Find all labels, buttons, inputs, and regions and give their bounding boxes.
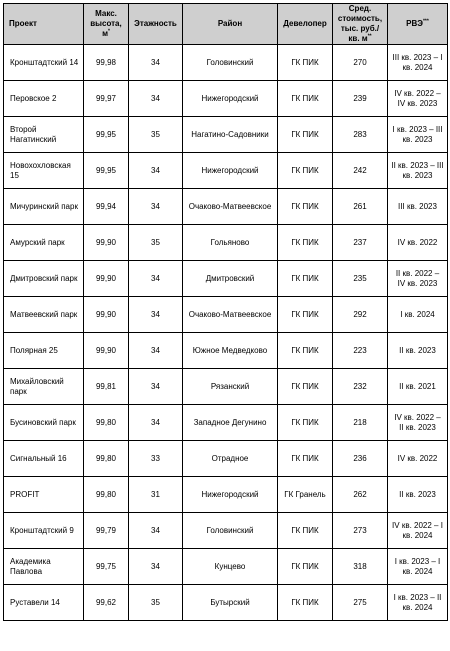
cell-project: Полярная 25	[4, 333, 84, 369]
cell-max-height: 99,95	[84, 117, 129, 153]
cell-floors: 35	[129, 585, 183, 621]
cell-district: Нижегородский	[183, 153, 278, 189]
table-row	[4, 405, 448, 441]
table-row	[4, 225, 448, 261]
cell-rve: II кв. 2022 – IV кв. 2023	[388, 261, 448, 297]
cell-floors: 34	[129, 549, 183, 585]
cell-avg-price: 261	[333, 189, 388, 225]
cell-avg-price: 236	[333, 441, 388, 477]
cell-max-height: 99,95	[84, 153, 129, 189]
cell-district: Нагатино-Садовники	[183, 117, 278, 153]
table-body	[4, 45, 448, 621]
cell-rve: III кв. 2023 – I кв. 2024	[388, 45, 448, 81]
table-row	[4, 585, 448, 621]
cell-max-height: 99,81	[84, 369, 129, 405]
cell-floors: 34	[129, 297, 183, 333]
cell-max-height: 99,90	[84, 261, 129, 297]
cell-district: Отрадное	[183, 441, 278, 477]
cell-max-height: 99,80	[84, 441, 129, 477]
cell-avg-price: 283	[333, 117, 388, 153]
cell-floors: 34	[129, 333, 183, 369]
table-row	[4, 369, 448, 405]
cell-avg-price: 235	[333, 261, 388, 297]
cell-avg-price: 223	[333, 333, 388, 369]
header-district: Район	[183, 4, 278, 45]
cell-max-height: 99,90	[84, 333, 129, 369]
table-row	[4, 45, 448, 81]
cell-rve: I кв. 2024	[388, 297, 448, 333]
cell-avg-price: 273	[333, 513, 388, 549]
cell-floors: 34	[129, 81, 183, 117]
cell-developer: ГК ПИК	[278, 585, 333, 621]
header-max-height: Макс. высота, м*	[84, 4, 129, 45]
cell-rve: I кв. 2023 – III кв. 2023	[388, 117, 448, 153]
cell-rve: III кв. 2023	[388, 189, 448, 225]
cell-project: Кронштадтский 9	[4, 513, 84, 549]
cell-max-height: 99,94	[84, 189, 129, 225]
cell-rve: II кв. 2023	[388, 333, 448, 369]
header-rve: РВЭ***	[388, 4, 448, 45]
cell-avg-price: 318	[333, 549, 388, 585]
cell-avg-price: 242	[333, 153, 388, 189]
cell-rve: IV кв. 2022	[388, 441, 448, 477]
cell-district: Головинский	[183, 45, 278, 81]
cell-developer: ГК ПИК	[278, 297, 333, 333]
header-avg-price: Сред. стоимость, тыс. руб./ кв. м**	[333, 4, 388, 45]
cell-project: Кронштадтский 14	[4, 45, 84, 81]
cell-developer: ГК ПИК	[278, 405, 333, 441]
cell-rve: I кв. 2023 – I кв. 2024	[388, 549, 448, 585]
table-row	[4, 477, 448, 513]
table-row	[4, 549, 448, 585]
cell-rve: II кв. 2023 – III кв. 2023	[388, 153, 448, 189]
cell-max-height: 99,90	[84, 297, 129, 333]
cell-district: Нижегородский	[183, 477, 278, 513]
cell-district: Южное Медведково	[183, 333, 278, 369]
cell-max-height: 99,75	[84, 549, 129, 585]
table-row	[4, 261, 448, 297]
table-row	[4, 297, 448, 333]
cell-district: Рязанский	[183, 369, 278, 405]
cell-floors: 34	[129, 45, 183, 81]
cell-developer: ГК ПИК	[278, 117, 333, 153]
header-developer: Девелопер	[278, 4, 333, 45]
cell-floors: 34	[129, 369, 183, 405]
cell-project: Михайловский парк	[4, 369, 84, 405]
cell-avg-price: 239	[333, 81, 388, 117]
cell-avg-price: 237	[333, 225, 388, 261]
cell-district: Нижегородский	[183, 81, 278, 117]
cell-max-height: 99,79	[84, 513, 129, 549]
cell-project: Новохохловская 15	[4, 153, 84, 189]
cell-developer: ГК ПИК	[278, 441, 333, 477]
cell-project: Амурский парк	[4, 225, 84, 261]
table-row	[4, 513, 448, 549]
table-row	[4, 333, 448, 369]
cell-project: Бусиновский парк	[4, 405, 84, 441]
cell-district: Головинский	[183, 513, 278, 549]
cell-floors: 35	[129, 117, 183, 153]
cell-developer: ГК ПИК	[278, 225, 333, 261]
cell-district: Гольяново	[183, 225, 278, 261]
cell-developer: ГК ПИК	[278, 513, 333, 549]
table-row	[4, 81, 448, 117]
cell-rve: IV кв. 2022 – IV кв. 2023	[388, 81, 448, 117]
cell-max-height: 99,62	[84, 585, 129, 621]
cell-project: Дмитровский парк	[4, 261, 84, 297]
cell-max-height: 99,80	[84, 477, 129, 513]
cell-avg-price: 262	[333, 477, 388, 513]
table-container	[3, 3, 447, 621]
table-row	[4, 441, 448, 477]
cell-project: Перовское 2	[4, 81, 84, 117]
header-row	[4, 4, 448, 45]
cell-rve: IV кв. 2022	[388, 225, 448, 261]
cell-developer: ГК ПИК	[278, 549, 333, 585]
cell-avg-price: 232	[333, 369, 388, 405]
cell-district: Дмитровский	[183, 261, 278, 297]
cell-project: Второй Нагатинский	[4, 117, 84, 153]
cell-avg-price: 275	[333, 585, 388, 621]
cell-rve: II кв. 2023	[388, 477, 448, 513]
cell-max-height: 99,98	[84, 45, 129, 81]
cell-developer: ГК ПИК	[278, 261, 333, 297]
projects-table	[3, 3, 448, 621]
table-row	[4, 117, 448, 153]
cell-floors: 34	[129, 261, 183, 297]
cell-floors: 33	[129, 441, 183, 477]
cell-floors: 31	[129, 477, 183, 513]
cell-floors: 34	[129, 513, 183, 549]
cell-developer: ГК ПИК	[278, 189, 333, 225]
cell-rve: II кв. 2021	[388, 369, 448, 405]
cell-rve: IV кв. 2022 – I кв. 2024	[388, 513, 448, 549]
cell-avg-price: 292	[333, 297, 388, 333]
cell-district: Кунцево	[183, 549, 278, 585]
cell-max-height: 99,90	[84, 225, 129, 261]
cell-developer: ГК ПИК	[278, 81, 333, 117]
cell-project: Матвеевский парк	[4, 297, 84, 333]
cell-project: Академика Павлова	[4, 549, 84, 585]
cell-developer: ГК ПИК	[278, 333, 333, 369]
cell-district: Очаково-Матвеевское	[183, 297, 278, 333]
header-project: Проект	[4, 4, 84, 45]
cell-developer: ГК ПИК	[278, 153, 333, 189]
cell-project: PROFIT	[4, 477, 84, 513]
cell-developer: ГК ПИК	[278, 45, 333, 81]
cell-avg-price: 270	[333, 45, 388, 81]
cell-project: Мичуринский парк	[4, 189, 84, 225]
cell-developer: ГК Гранель	[278, 477, 333, 513]
table-row	[4, 153, 448, 189]
cell-avg-price: 218	[333, 405, 388, 441]
cell-floors: 34	[129, 189, 183, 225]
table-row	[4, 189, 448, 225]
cell-floors: 35	[129, 225, 183, 261]
cell-district: Бутырский	[183, 585, 278, 621]
cell-floors: 34	[129, 405, 183, 441]
cell-max-height: 99,80	[84, 405, 129, 441]
cell-project: Сигнальный 16	[4, 441, 84, 477]
cell-district: Очаково-Матвеевское	[183, 189, 278, 225]
cell-project: Руставели 14	[4, 585, 84, 621]
header-floors: Этажность	[129, 4, 183, 45]
cell-rve: IV кв. 2022 – II кв. 2023	[388, 405, 448, 441]
cell-rve: I кв. 2023 – II кв. 2024	[388, 585, 448, 621]
cell-developer: ГК ПИК	[278, 369, 333, 405]
cell-max-height: 99,97	[84, 81, 129, 117]
cell-floors: 34	[129, 153, 183, 189]
cell-district: Западное Дегунино	[183, 405, 278, 441]
